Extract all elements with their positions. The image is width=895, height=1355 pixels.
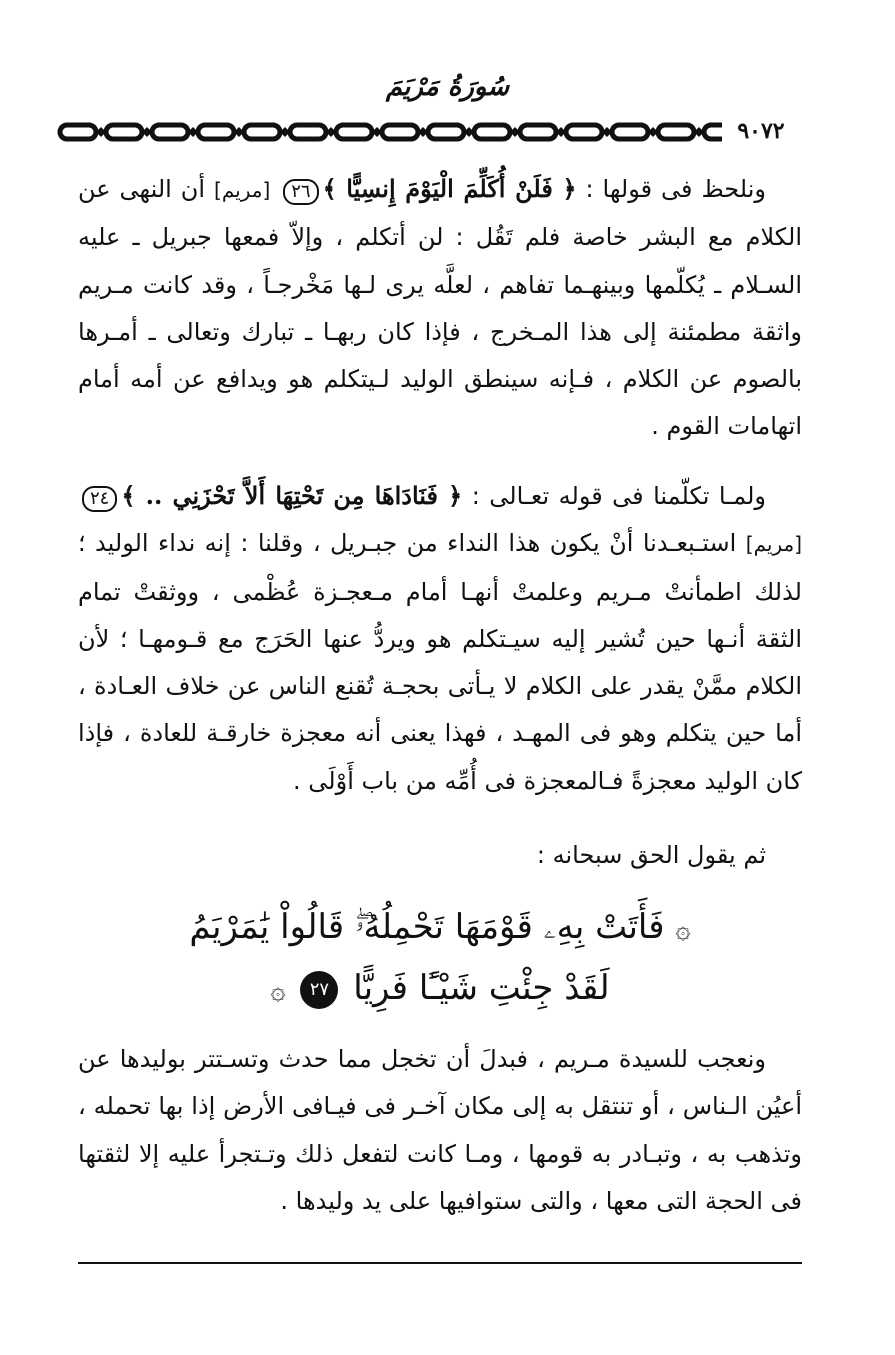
paragraph-3-text: ثم يقول الحق سبحانه : [536, 841, 766, 869]
paragraph-2-text: استـبعـدنا أنْ يكون هذا النداء من جبـريل ، وقلنا : إنه نداء الوليد ؛ لذلك اطمأنتْ مـريم وعلمتْ أنهـا أمام مـعجـزة عُظْمى ، ووثقتْ تمام الثقة أنـها حين تُشير إليه سيـتكلم هو ويردُّ عنها الحَرَج مع قـومهـا ؛ لأن الكلام ممَّنْ يقدر على الكلام لا يـأتى بحجـة تُقنع الناس عن خلاف العـادة ، أما حين يتكلم وهو فى المهـد ، فهذا يعنى أنه معجزة خارقـة للعادة ، فإذا كان الوليد معجزةً فـالمعجزة فى أُمِّه من باب أَوْلَى . [78, 529, 802, 795]
verse-line-1-text: فَأَتَتْ بِهِۦ قَوْمَهَا تَحْمِلُهُۥۖ قَالُواْ يَٰمَرْيَمُ [189, 907, 665, 947]
verse-number-badge: ٢٧ [300, 971, 338, 1009]
verse-line-2 [90, 959, 790, 1020]
quran-quote-1: ﴿ فَلَنْ أُكَلِّمَ الْيَوْمَ إِنسِيًّا ﴾ [322, 174, 577, 203]
verse-close-ornament-icon: ۞ [270, 976, 286, 1006]
paragraph-4-text: ونعجب للسيدة مـريم ، فبدلَ أن تخجل مما حدث وتسـتتر بوليدها عن أعيُن الـناس ، أو تنتقل به إلى مكان آخـر فى فيـافى الأرض إذا بها تحمله ، وتذهب به ، وتبـادر به قومها ، ومـا كانت لتفعل ذلك وتـتجرأ عليه إلا لثقتها فى الحجة التى معها ، والتى ستوافيها على يد وليدها . [78, 1045, 802, 1215]
ayah-number-1: ٢٦ [283, 179, 318, 205]
paragraph-2-lead: ولمـا تكلّمنا فى قوله تعـالى : [462, 482, 767, 510]
verse-line-1 [90, 898, 790, 959]
footer-rule [78, 1262, 802, 1264]
page-number: ٩٠٧٢ [722, 116, 800, 146]
paragraph-1-text: أن النهى عن الكلام مع البشر خاصة فلم تَقُل : لن أتكلم ، وإلاّ فمعها جبريل ـ عليه السـلام ـ يُكلّمها وبينهـما تفاهم ، لعلَّه يرى لـها مَخْرجـاً ، وقد كانت مـريم واثقة مطمئنة إلى هذا المـخرج ، فإذا كان ربهـا ـ تبارك وتعالى ـ أمـرها بالصوم عن الكلام ، فـإنه سينطق الوليد لـيتكلم هو ويدافع عن أمه أمام اتهامات القوم . [78, 175, 802, 441]
surah-title: سُورَةُ مَرْيَمَ [385, 72, 510, 102]
surah-ref-2: [مريم] [745, 532, 802, 557]
paragraph-2 [78, 472, 802, 805]
quran-quote-2: ﴿ فَنَادَاهَا مِن تَحْتِهَا أَلاَّ تَحْزَنِي .. ﴾ [121, 481, 463, 510]
ayah-number-2: ٢٤ [82, 486, 117, 512]
paragraph-1 [78, 165, 802, 451]
paragraph-3 [78, 832, 802, 879]
ornamental-header-bar [56, 119, 828, 145]
quran-verse-block [90, 898, 790, 1020]
paragraph-1-lead: ونلحظ فى قولها : [576, 175, 766, 203]
verse-open-ornament-icon: ۞ [675, 915, 691, 945]
verse-line-2-text: لَقَدْ جِئْتِ شَيْـًٔا فَرِيًّا [353, 968, 610, 1008]
paragraph-4 [78, 1036, 802, 1225]
surah-ref-1: [مريم] [214, 178, 271, 202]
